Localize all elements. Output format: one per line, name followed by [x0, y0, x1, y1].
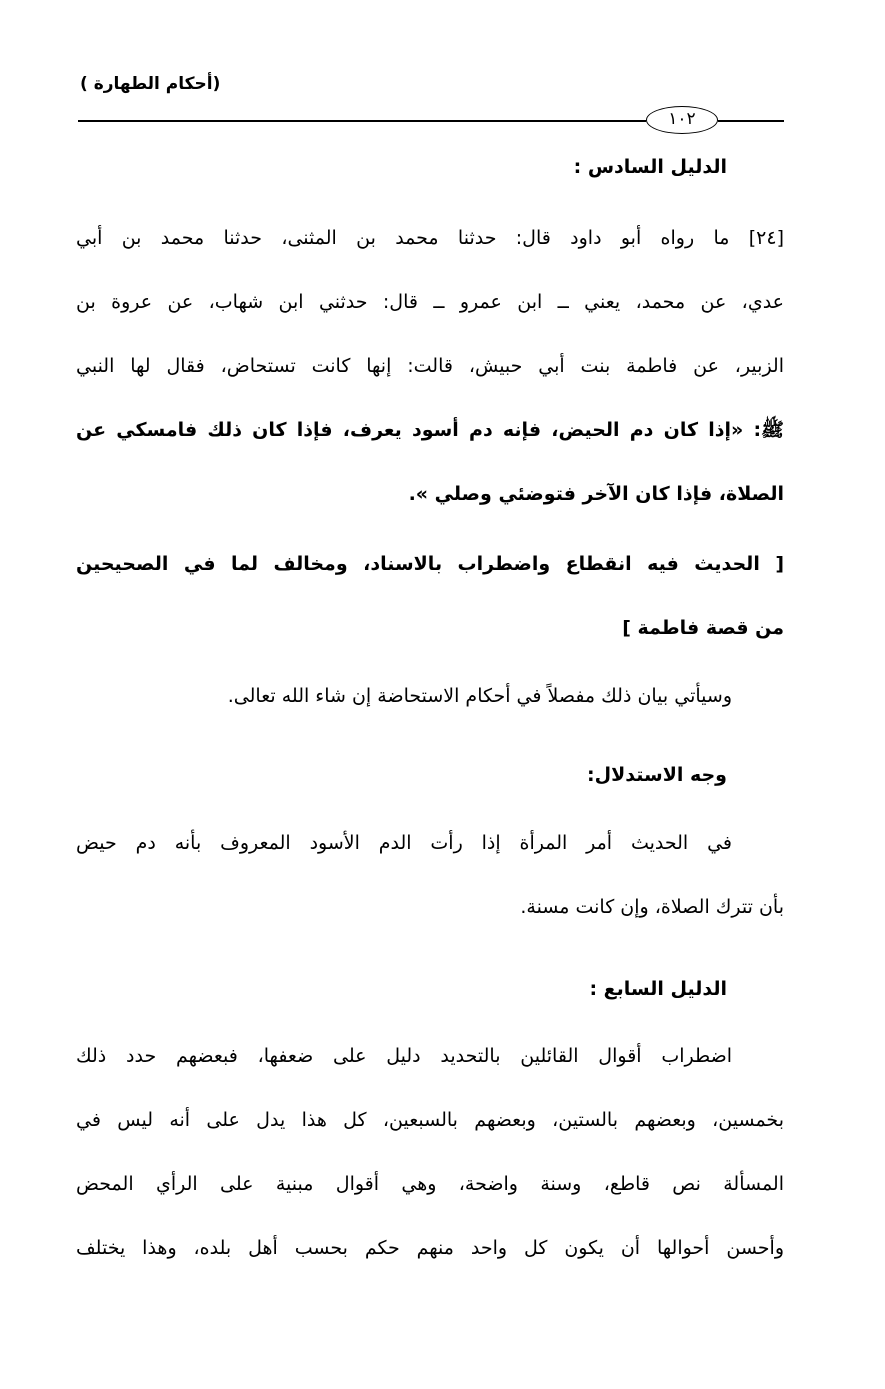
page-number: ١٠٢ [646, 106, 718, 134]
seventh-paragraph [76, 1024, 784, 1280]
heading-seventh-evidence: الدليل السابع : [589, 978, 727, 1000]
note-line: وسيأتي بيان ذلك مفصلاً في أحكام الاستحاضة إن شاء الله تعالى. [227, 685, 732, 707]
inference-line: بأن تترك الصلاة، وإن كانت مسنة. [520, 896, 784, 918]
heading-sixth-evidence: الدليل السادس : [573, 156, 727, 178]
heading-inference: وجه الاستدلال: [587, 764, 727, 786]
running-title: (أحكام الطهارة ) [80, 74, 221, 94]
seventh-line: بخمسين، وبعضهم بالستين، وبعضهم بالسبعين، كل هذا يدل على أنه ليس في [76, 1109, 784, 1131]
header-rule-right [718, 120, 784, 122]
hadith-line: عدي، عن محمد، يعني ــ ابن عمرو ــ قال: حدثني ابن شهاب، عن عروة بن [76, 291, 784, 313]
note-paragraph [76, 664, 784, 728]
seventh-line: وأحسن أحوالها أن يكون كل واحد منهم حكم بحسب أهل بلده، وهذا يختلف [76, 1237, 784, 1259]
grading-paragraph [76, 532, 784, 660]
hadith-line: الصلاة، فإذا كان الآخر فتوضئي وصلي ». [408, 483, 784, 505]
inference-line: في الحديث أمر المرأة إذا رأت الدم الأسود المعروف بأنه دم حيض [76, 832, 732, 854]
hadith-line: [٢٤] ما رواه أبو داود قال: حدثنا محمد بن المثنى، حدثنا محمد بن أبي [76, 227, 784, 249]
header-rule [78, 120, 646, 122]
grading-line: [ الحديث فيه انقطاع واضطراب بالاسناد، ومخالف لما في الصحيحين [76, 553, 784, 575]
grading-line: من قصة فاطمة ] [622, 617, 784, 639]
seventh-line: اضطراب أقوال القائلين بالتحديد دليل على ضعفها، فبعضهم حدد ذلك [76, 1045, 732, 1067]
hadith-line: الزبير، عن فاطمة بنت أبي حبيش، قالت: إنها كانت تستحاض، فقال لها النبي [76, 355, 784, 377]
inference-paragraph [76, 811, 784, 939]
hadith-line: ﷺ: «إذا كان دم الحيض، فإنه دم أسود يعرف، فإذا كان ذلك فامسكي عن [76, 419, 784, 441]
hadith-paragraph [76, 206, 784, 526]
seventh-line: المسألة نص قاطع، وسنة واضحة، وهي أقوال مبنية على الرأي المحض [76, 1173, 784, 1195]
